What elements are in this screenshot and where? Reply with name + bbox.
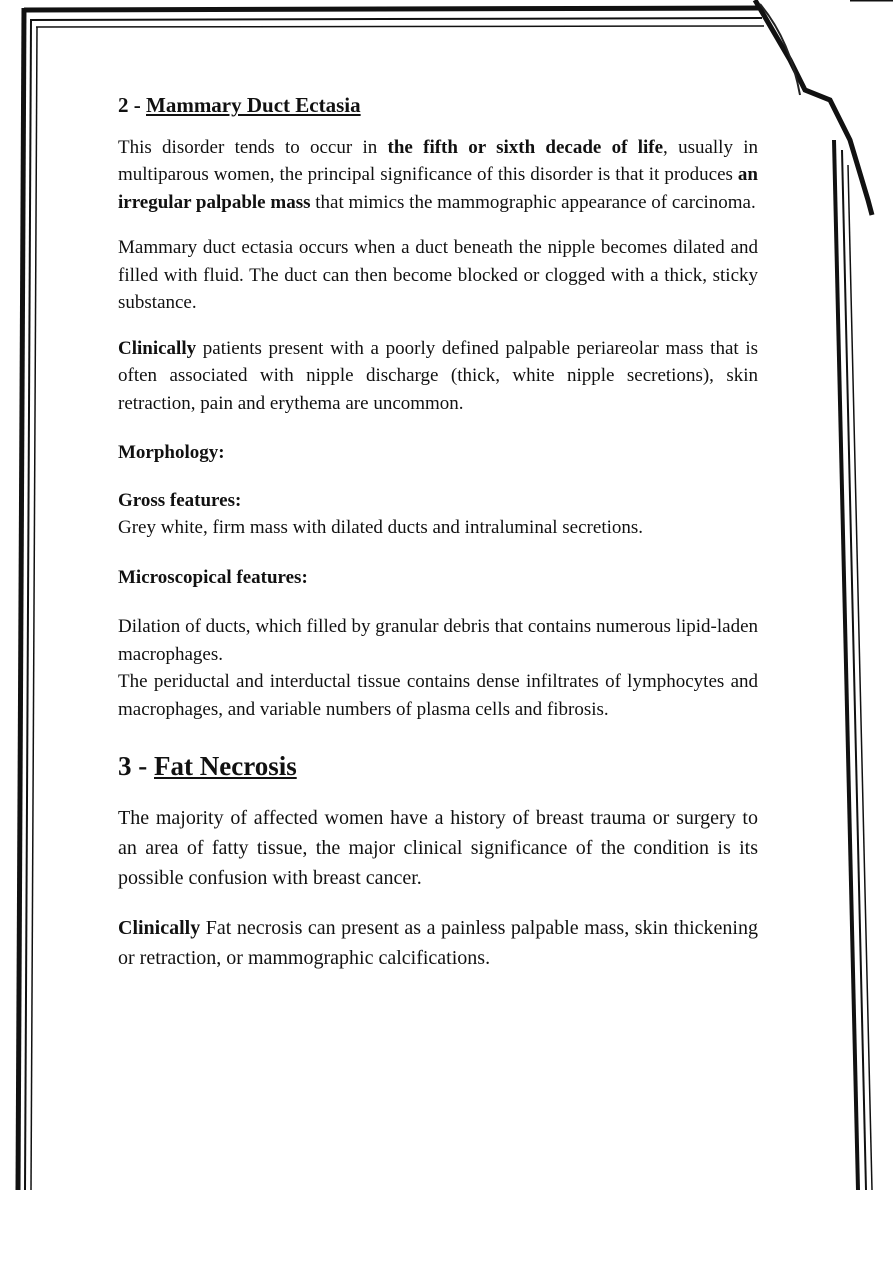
- section-3-paragraph-1: The majority of affected women have a history of breast trauma or surgery to an area of fatty tissue, the major clinical significance of the condition is its possible confusion with breast cancer.: [118, 806, 758, 889]
- section-3-title: Fat Necrosis: [154, 751, 297, 781]
- section-3-number: 3 -: [118, 751, 154, 781]
- section-3-heading: [118, 753, 758, 781]
- emphasis-text: the fifth or sixth decade of life: [387, 136, 664, 158]
- text-run: that mimics the mammographic appearance of carcinoma.: [310, 191, 756, 213]
- microscopical-features-heading: Microscopical features:: [118, 566, 308, 588]
- section-2-number: 2 -: [118, 93, 146, 117]
- microscopical-paragraph-1: Dilation of ducts, which filled by granular debris that contains numerous lipid-laden macrophages.: [118, 616, 758, 665]
- clinically-label: Clinically: [118, 916, 201, 939]
- emphasis-text: an irregular palpable mass: [118, 164, 758, 213]
- clinically-label: Clinically: [118, 337, 197, 359]
- morphology-heading: Morphology:: [118, 442, 225, 463]
- gross-features-heading: Gross features:: [118, 489, 242, 511]
- section-2-paragraph-2: Mammary duct ectasia occurs when a duct beneath the nipple becomes dilated and filled with fluid. The duct can then become blocked or clogged with a thick, sticky substance.: [118, 237, 758, 313]
- section-2-paragraph-1: [118, 134, 758, 217]
- microscopical-paragraph-2: The periductal and interductal tissue contains dense infiltrates of lymphocytes and macrophages, and variable numbers of plasma cells and fibrosis.: [118, 671, 758, 720]
- section-2-title: Mammary Duct Ectasia: [146, 93, 361, 117]
- section-2-clinical-paragraph: [118, 335, 758, 418]
- section-3-clinical-paragraph: [118, 913, 758, 973]
- section-2-heading: [118, 92, 758, 120]
- gross-features-text: Grey white, firm mass with dilated ducts and intraluminal secretions.: [118, 517, 644, 538]
- text-run: patients present with a poorly defined palpable periareolar mass that is often associated with nipple discharge (thick, white nipple secretions), skin retraction, pain and erythema are uncommon.: [118, 337, 758, 414]
- text-run: This disorder tends to occur in: [118, 136, 388, 158]
- text-run: Fat necrosis can present as a painless palpable mass, skin thickening or retraction, or mammographic calcifications.: [118, 916, 758, 969]
- text-run: , usually in multiparous women, the principal significance of this disorder is that it produces: [118, 136, 759, 185]
